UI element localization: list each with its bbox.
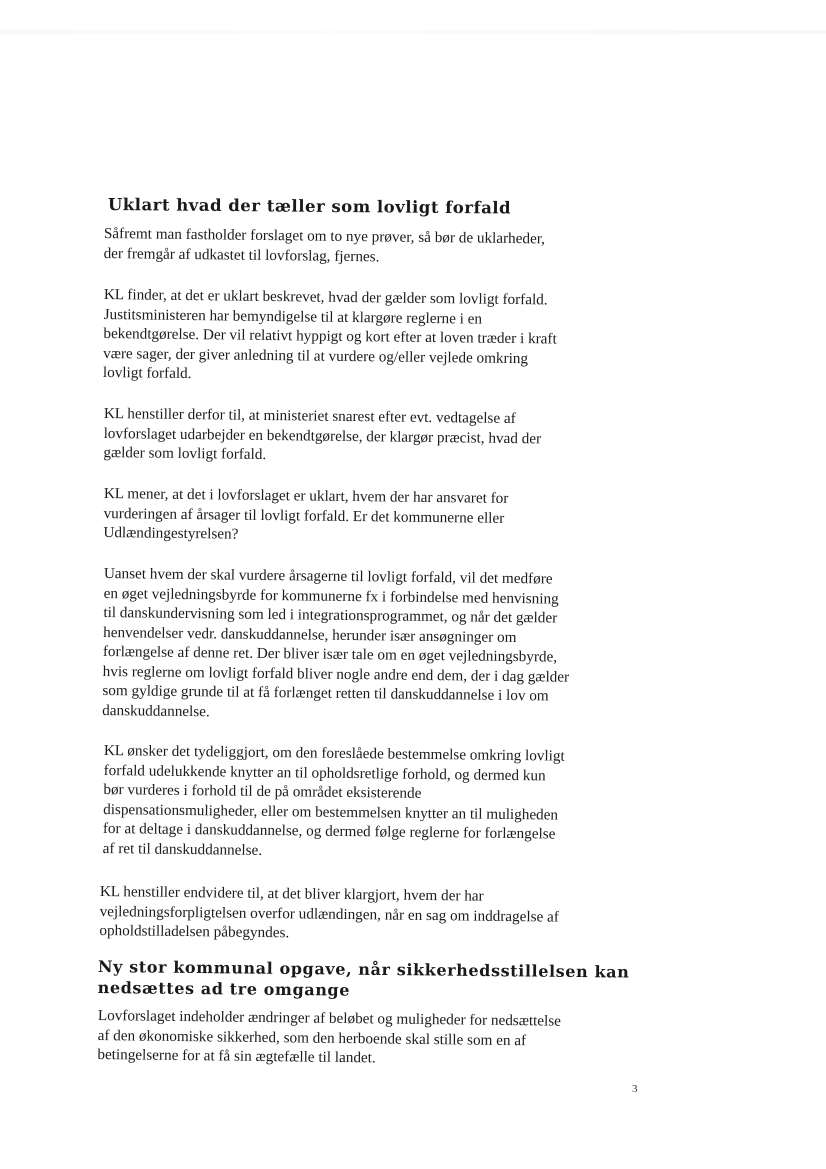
text-line: forfald udelukkende knytter an til opholdsretlige forhold, og dermed kun (103, 761, 546, 784)
section-heading-sikkerhedsstillelse (97, 956, 630, 1003)
text-line: til danskundervisning som led i integrationsprogrammet, og når det gælder (103, 603, 558, 627)
paragraph (103, 741, 604, 864)
text-line: Justitsministeren har bemyndigelse til at klargøre reglerne i en (103, 305, 483, 328)
text-line: for at deltage i danskuddannelse, og dermed følge reglerne for forlængelse (102, 819, 556, 843)
text-line: KL mener, at det i lovforslaget er uklart, hvem der har ansvaret for (103, 484, 509, 507)
paragraph (97, 1006, 598, 1071)
paragraph (102, 564, 604, 726)
text-line: henvendelser vedr. danskuddannelse, herunder især ansøgninger om (103, 623, 517, 646)
text-line: danskuddannelse. (102, 701, 210, 720)
text-line: Udlændingestyrelsen? (103, 523, 239, 543)
text-line: Uanset hvem der skal vurdere årsagerne til lovligt forfald, vil det medføre (103, 564, 553, 588)
paragraph (103, 285, 604, 389)
text-line: Såfremt man fastholder forslaget om to nye prøver, så bør de uklarheder, (103, 224, 546, 248)
text-line: vurderingen af årsager til lovligt forfald. Er det kommunerne eller (103, 504, 505, 527)
text-line: vejledningsforpligtelsen overfor udlændingen, når en sag om inddragelse af (99, 902, 560, 926)
section-heading-lovligt-forfald: Uklart hvad der tæller som lovligt forfald (107, 194, 512, 218)
text-line: bør vurderes i forhold til de på området eksisterende (103, 780, 422, 802)
text-line: som gyldige grunde til at få forlænget retten til danskuddannelse i lov om (102, 681, 549, 705)
paragraph (103, 484, 604, 549)
paragraph (104, 224, 604, 269)
text-line: en øget vejledningsbyrde for kommunerne fx i forbindelse med henvisning (103, 584, 559, 608)
text-line: gælder som lovligt forfald. (103, 443, 267, 463)
text-line: lovligt forfald. (102, 363, 192, 383)
text-line: bekendtgørelse. Der vil relativt hyppigt og kort efter at loven træder i kraft (103, 324, 557, 348)
text-line: KL ønsker det tydeliggjort, om den foreslåede bestemmelse omkring lovligt (103, 741, 565, 765)
page-number: 3 (632, 1083, 638, 1095)
text-line: dispensationsmuligheder, eller om bestemmelsen knytter an til muligheden (103, 800, 559, 824)
text-line: KL henstiller derfor til, at ministeriet snarest efter evt. vedtagelse af (103, 404, 516, 428)
text-line: KL henstiller endvidere til, at det bliver klargjort, hvem der har (99, 882, 484, 905)
text-line: af ret til danskuddannelse. (102, 839, 263, 859)
heading-line: nedsættes ad tre omgange (97, 977, 351, 1000)
text-line: forlængelse af denne ret. Der bliver især tale om en øget vejledningsbyrde, (102, 642, 558, 666)
text-line: af den økonomiske sikkerhed, som den herboende skal stille som en af (97, 1026, 527, 1049)
text-line: være sager, der giver anledning til at vurdere og/eller vejlede omkring (103, 344, 529, 367)
text-line: Lovforslaget indeholder ændringer af beløbet og muligheder for nedsættelse (97, 1006, 562, 1030)
paragraph (99, 882, 600, 947)
scan-artifact (0, 30, 826, 34)
text-line: KL finder, at det er uklart beskrevet, hvad der gælder som lovligt forfald. (103, 285, 548, 309)
text-line: opholdstilladelsen påbegyndes. (99, 921, 290, 942)
text-line: betingelserne for at få sin ægtefælle til landet. (97, 1045, 376, 1067)
heading-line: Ny stor kommunal opgave, når sikkerhedsstillelsen kan (97, 956, 630, 982)
paragraph (103, 404, 604, 469)
text-line: der fremgår af udkastet til lovforslag, fjernes. (103, 244, 380, 265)
text-line: hvis reglerne om lovligt forfald bliver nogle andre end dem, der i dag gælder (102, 662, 570, 686)
text-line: lovforslaget udarbejder en bekendtgørelse, der klargør præcist, hvad der (103, 424, 542, 447)
